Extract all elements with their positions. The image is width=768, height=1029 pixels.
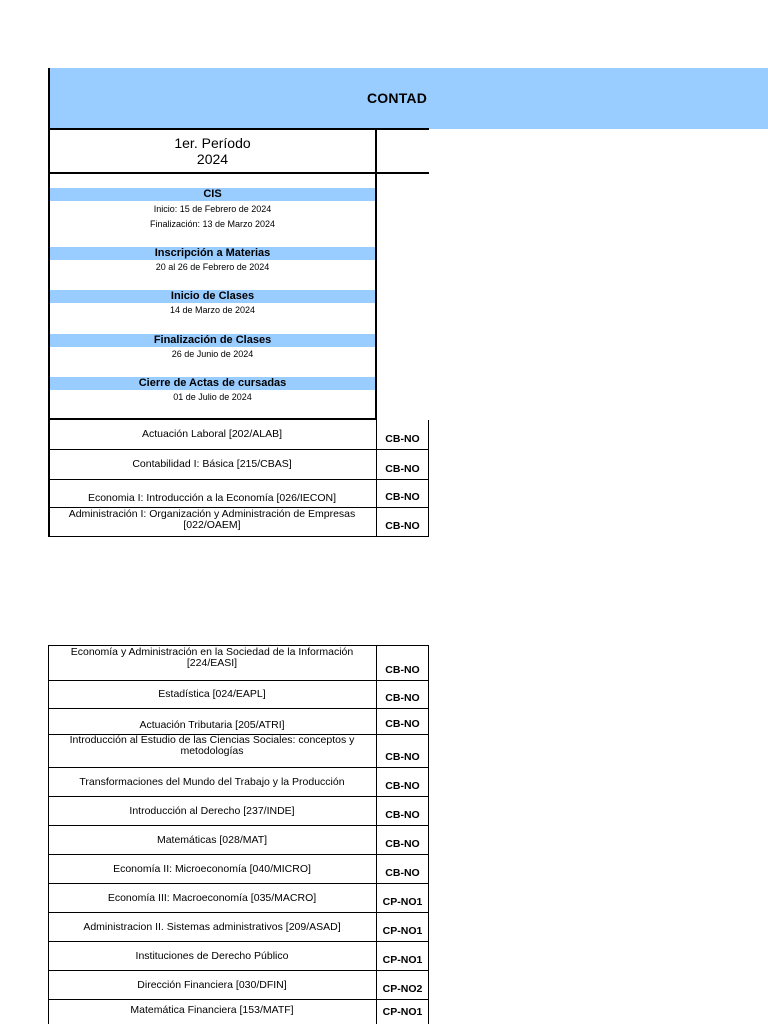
section-cis-title: CIS bbox=[50, 188, 375, 201]
section-finalizacion-title: Finalización de Clases bbox=[50, 334, 375, 347]
subject-code: CB-NO bbox=[385, 463, 420, 475]
subject-code: CB-NO bbox=[385, 867, 420, 879]
table-row bbox=[49, 1000, 429, 1029]
table-row bbox=[49, 646, 429, 681]
table-row bbox=[49, 420, 429, 450]
table-row bbox=[49, 735, 429, 768]
subject-name: Economia I: Introducción a la Economía [026/IECON] bbox=[87, 492, 337, 504]
subject-name: Contabilidad I: Básica [215/CBAS] bbox=[132, 458, 292, 470]
table-row bbox=[49, 480, 429, 508]
subject-code: CB-NO bbox=[385, 491, 420, 503]
subject-name: Matemática Financiera [153/MATF] bbox=[130, 1004, 294, 1016]
subject-name: Estadística [024/EAPL] bbox=[158, 688, 266, 700]
subject-name: Actuación Tributaria [205/ATRI] bbox=[139, 719, 285, 731]
table-row bbox=[49, 508, 429, 537]
table-row bbox=[49, 913, 429, 942]
period-line-1: 1er. Período bbox=[174, 135, 251, 151]
subject-name: Actuación Laboral [202/ALAB] bbox=[141, 428, 283, 440]
subject-name: Instituciones de Derecho Público bbox=[135, 949, 289, 962]
table-row bbox=[49, 971, 429, 1000]
subject-name: Administración I: Organización y Administración de Empresas [022/OAEM] bbox=[68, 508, 356, 531]
section-inicio-title: Inicio de Clases bbox=[50, 290, 375, 303]
subject-code: CP-NO1 bbox=[382, 896, 423, 908]
table-row bbox=[49, 450, 429, 480]
table-row bbox=[49, 855, 429, 884]
section-cis-line: Finalización: 13 de Marzo 2024 bbox=[149, 219, 276, 229]
subject-code: CP-NO1 bbox=[382, 1006, 423, 1018]
subject-code: CB-NO bbox=[385, 838, 420, 850]
subject-name: Economía III: Macroeconomía [035/MACRO] bbox=[107, 891, 317, 904]
subject-code: CB-NO bbox=[385, 718, 420, 730]
subject-code: CB-NO bbox=[385, 433, 420, 445]
table-row bbox=[49, 681, 429, 709]
subject-name: Transformaciones del Mundo del Trabajo y la Producción bbox=[79, 775, 345, 788]
subject-name: Introducción al Estudio de las Ciencias Sociales: conceptos y metodologías bbox=[69, 734, 355, 757]
table-row bbox=[49, 942, 429, 971]
subject-name: Administracion II. Sistemas administrativos [209/ASAD] bbox=[83, 920, 341, 933]
section-inscripcion-title: Inscripción a Materias bbox=[50, 247, 375, 260]
table-row bbox=[49, 768, 429, 797]
subject-code: CP-NO2 bbox=[382, 983, 423, 995]
table-row bbox=[49, 826, 429, 855]
subject-code: CB-NO bbox=[385, 751, 420, 763]
section-inicio-line: 14 de Marzo de 2024 bbox=[169, 305, 256, 315]
subject-code: CB-NO bbox=[385, 664, 420, 676]
subject-code: CP-NO1 bbox=[382, 925, 423, 937]
subject-code: CB-NO bbox=[385, 520, 420, 532]
subject-code: CB-NO bbox=[385, 780, 420, 792]
subject-code: CB-NO bbox=[385, 692, 420, 704]
section-cis-line: Inicio: 15 de Febrero de 2024 bbox=[153, 204, 272, 214]
subject-name: Economía y Administración en la Sociedad de la Información [224/EASI] bbox=[70, 646, 354, 669]
subject-code: CB-NO bbox=[385, 809, 420, 821]
period-label bbox=[50, 130, 375, 172]
page-title: CONTAD bbox=[367, 90, 428, 106]
section-cierre-title: Cierre de Actas de cursadas bbox=[50, 377, 375, 390]
subject-name: Economía II: Microeconomía [040/MICRO] bbox=[113, 862, 311, 875]
divider bbox=[48, 172, 429, 174]
subject-code: CP-NO1 bbox=[382, 954, 423, 966]
period-year: 2024 bbox=[196, 151, 229, 167]
section-cierre-line: 01 de Julio de 2024 bbox=[173, 392, 252, 402]
subject-name: Matemáticas [028/MAT] bbox=[156, 833, 268, 846]
subject-name: Introducción al Derecho [237/INDE] bbox=[129, 804, 295, 817]
subject-name: Dirección Financiera [030/DFIN] bbox=[137, 978, 287, 991]
section-inscripcion-line: 20 al 26 de Febrero de 2024 bbox=[155, 262, 270, 272]
table-row bbox=[49, 884, 429, 913]
table-row bbox=[49, 797, 429, 826]
section-finalizacion-line: 26 de Junio de 2024 bbox=[171, 349, 254, 359]
table-row bbox=[49, 709, 429, 735]
divider bbox=[375, 128, 377, 419]
